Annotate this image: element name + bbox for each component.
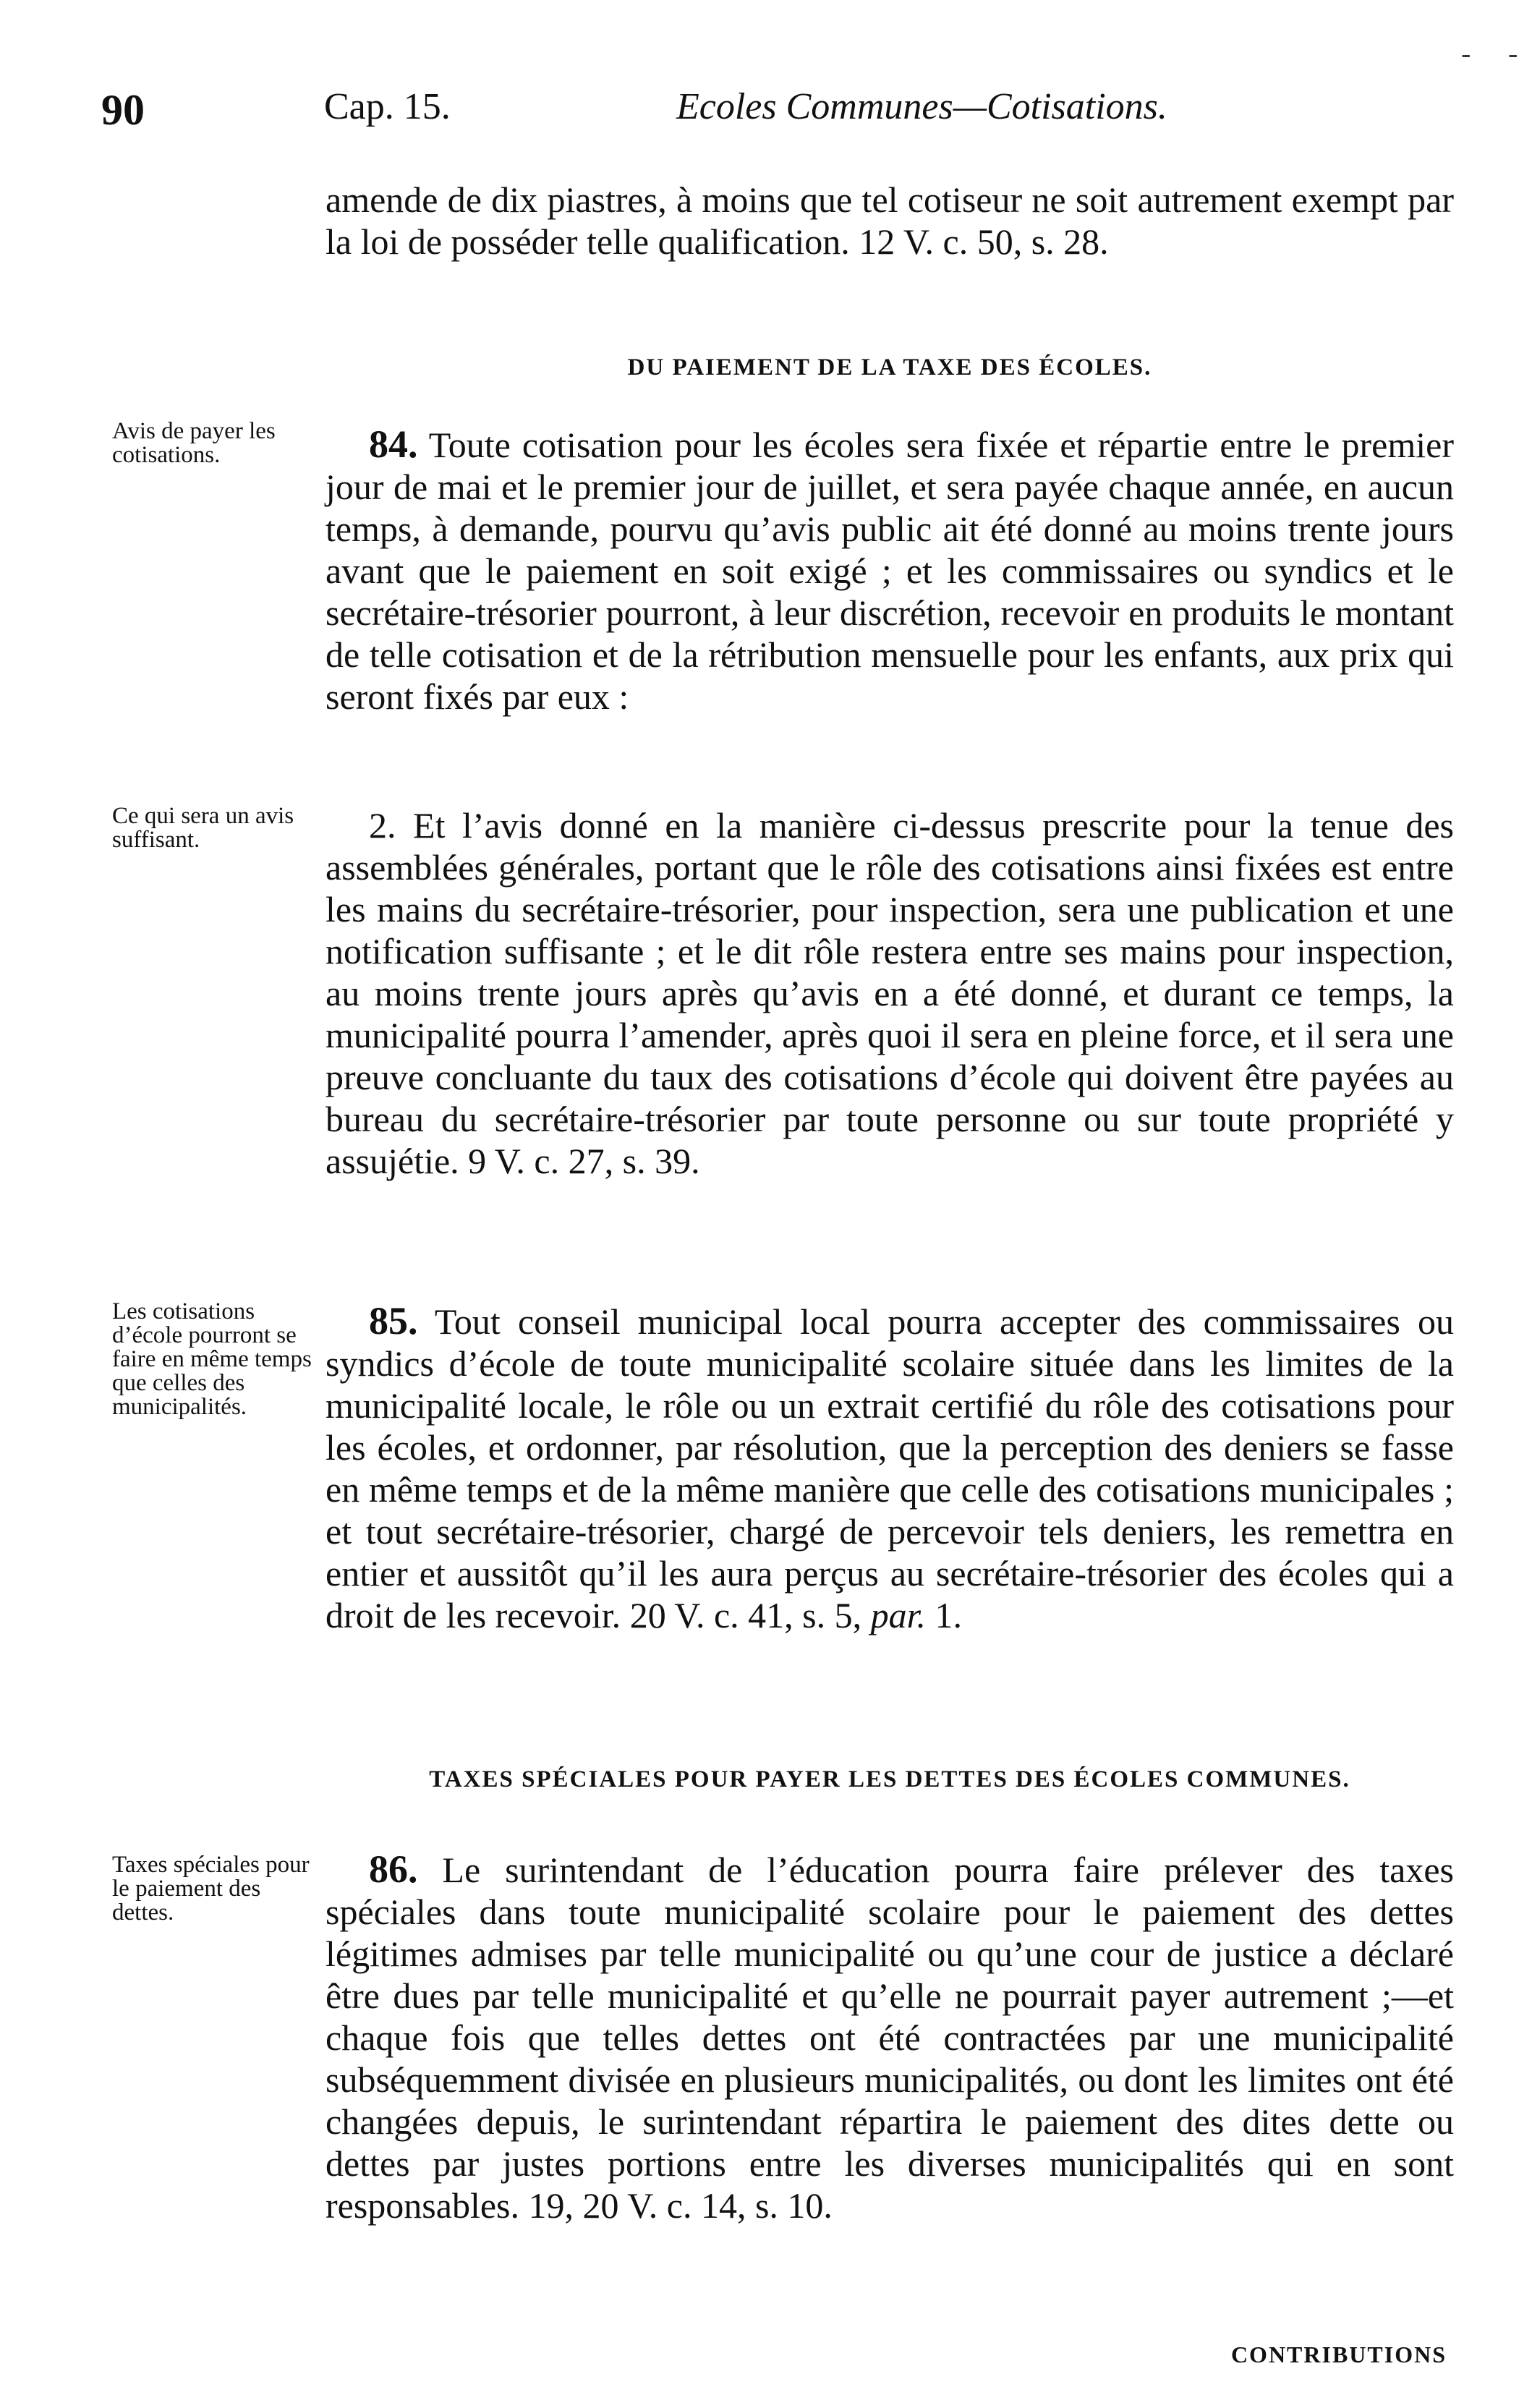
section-84-number: 84.: [369, 422, 418, 466]
edge-mark-left: -: [1461, 37, 1471, 69]
margin-note-subsection-2: Ce qui sera un avis suffisant.: [112, 803, 294, 853]
section-heading-special-taxes: TAXES SPÉCIALES POUR PAYER LES DETTES DES ÉCOLES COMMUNES.: [429, 1766, 1350, 1792]
section-heading-school-tax: DU PAIEMENT DE LA TAXE DES ÉCOLES.: [627, 354, 1152, 380]
chapter-label: Cap. 15.: [324, 86, 451, 127]
margin-note-section-84: Avis de payer les cotisations.: [112, 418, 276, 468]
section-85-citation: 20 V. c. 41, s. 5, par. 1.: [629, 1595, 963, 1635]
section-86-number: 86.: [369, 1847, 418, 1891]
margin-note-section-86: Taxes spéciales pour le paiement des dettes.: [112, 1852, 310, 1926]
section-86-paragraph: [325, 1848, 1454, 2226]
section-85-paragraph: [325, 1300, 1454, 1636]
page-number: 90: [101, 86, 145, 134]
section-85-text: Tout conseil municipal local pourra accepter des commissaires ou syndics d’école de toute municipalité scolaire située dans les limites de la municipalité locale, le rôle ou un extrait certifié du rôle des cotisations pour les écoles, et ordonner, par résolution, que la perception des deniers se fasse en même temps et de la même manière que celle des cotisations municipales ; et tout secrétaire-trésorier, chargé de percevoir tels deniers, les remettra en entier et aussitôt qu’il les aura perçus au secrétaire-trésorier des écoles qui a droit de les recevoir.: [325, 1301, 1454, 1635]
catchword: CONTRIBUTIONS: [1230, 2341, 1447, 2367]
continuation-paragraph: amende de dix piastres, à moins que tel cotiseur ne soit autrement exempt par la loi de posséder telle qualification. 12 V. c. 50, s. 28.: [325, 179, 1454, 262]
running-title: Ecoles Communes—Cotisations.: [676, 86, 1167, 127]
subsection-2-text: Et l’avis donné en la manière ci-dessus prescrite pour la tenue des assemblées générales, portant que le rôle des cotisations ainsi fixées est entre les mains du secrétaire-trésorier, pour inspection, sera une publication et une notification suffisante ; et le dit rôle restera entre ses mains pour inspection, au moins trente jours après qu’avis en a été donné, et durant ce temps, la municipalité pourra l’amender, après quoi il sera en pleine force, et il sera une preuve concluante du taux des cotisations d’école qui doivent être payées au bureau du secrétaire-trésorier par toute personne ou sur toute propriété y assujétie. 9 V. c. 27, s. 39.: [325, 805, 1455, 1181]
section-86-text: Le surintendant de l’éducation pourra faire prélever des taxes spéciales dans toute municipalité scolaire pour le paiement des dettes légitimes admises par telle municipalité ou qu’une cour de justice a déclaré être dues par telle municipalité et qu’elle ne pourrait payer autrement ;—et chaque fois que telles dettes ont été contractées par une municipalité subséquemment divisée en plusieurs municipalités, ou dont les limites ont été changées depuis, le surintendant répartira le paiement des dites dette ou dettes par justes portions entre les diverses municipalités qui en sont responsables. 19, 20 V. c. 14, s. 10.: [325, 1850, 1454, 2226]
edge-mark-right: -: [1508, 37, 1518, 69]
subsection-2-number: 2.: [369, 805, 396, 846]
subsection-2-paragraph: [325, 804, 1454, 1182]
section-84-text: Toute cotisation pour les écoles sera fixée et répartie entre le premier jour de mai et le premier jour de juillet, et sera payée chaque année, en aucun temps, à demande, pourvu qu’avis public ait été donné au moins trente jours avant que le paiement en soit exigé ; et les commissaires ou syndics et le secrétaire-trésorier pourront, à leur discrétion, recevoir en produits le montant de telle cotisation et de la rétribution mensuelle pour les enfants, aux prix qui seront fixés par eux :: [325, 425, 1454, 717]
section-85-number: 85.: [369, 1299, 418, 1343]
section-84-paragraph: [325, 423, 1454, 718]
running-header: [101, 85, 1447, 150]
margin-note-section-85: Les cotisations d’école pourront se faire en même temps que celles des municipalités.: [112, 1298, 312, 1420]
